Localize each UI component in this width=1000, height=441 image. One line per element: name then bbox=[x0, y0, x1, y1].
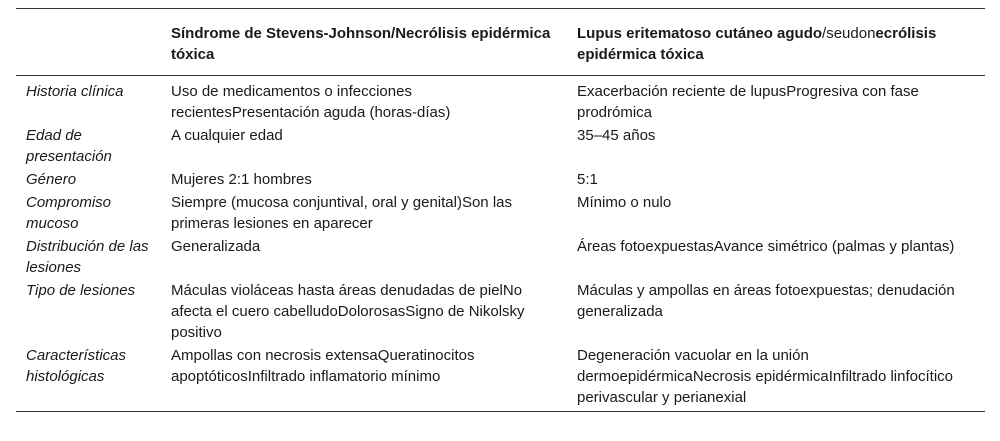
cell-sjs: Mujeres 2:1 hombres bbox=[171, 171, 312, 188]
header-lupus-normal: /seudon bbox=[822, 25, 876, 42]
cell-lupus: Máculas y ampollas en áreas fotoexpuestas; denudación generalizada bbox=[577, 282, 955, 320]
header-empty bbox=[16, 9, 161, 76]
table-row-tipo bbox=[16, 279, 985, 344]
header-lupus bbox=[567, 9, 985, 76]
cell-sjs: Ampollas con necrosis extensaQueratinocitos apoptóticosInfiltrado inflamatorio mínimo bbox=[171, 347, 475, 385]
table-row-edad bbox=[16, 124, 985, 168]
cell-sjs: Siempre (mucosa conjuntival, oral y genital)Son las primeras lesiones en aparecer bbox=[171, 194, 512, 232]
cell-lupus: 35–45 años bbox=[577, 127, 656, 144]
header-sjs-ten: Síndrome de Stevens-Johnson/Necrólisis epidérmica tóxica bbox=[171, 25, 551, 63]
table-row-distribucion bbox=[16, 235, 985, 279]
comparison-table-container bbox=[16, 8, 985, 412]
row-label: Historia clínica bbox=[26, 83, 124, 100]
row-label: Características histológicas bbox=[26, 347, 127, 385]
row-label: Edad de presentación bbox=[26, 127, 112, 165]
header-lupus-bold-2: ecrólisis epidérmica tóxica bbox=[577, 25, 937, 63]
cell-sjs: Máculas violáceas hasta áreas denudadas de pielNo afecta el cuero cabelludoDolorosasSigno de Nikolsky positivo bbox=[171, 282, 525, 341]
header-lupus-bold-1: Lupus eritematoso cutáneo agudo bbox=[577, 25, 823, 42]
table-row-genero bbox=[16, 168, 985, 191]
cell-sjs: Generalizada bbox=[171, 238, 261, 255]
row-label: Género bbox=[26, 171, 77, 188]
row-label: Tipo de lesiones bbox=[26, 282, 136, 299]
table-row-historia bbox=[16, 76, 985, 125]
cell-sjs: A cualquier edad bbox=[171, 127, 283, 144]
cell-lupus: 5:1 bbox=[577, 171, 598, 188]
cell-sjs: Uso de medicamentos o infecciones recientesPresentación aguda (horas-días) bbox=[171, 83, 451, 121]
table-header-row bbox=[16, 9, 985, 76]
table-row-histologia bbox=[16, 344, 985, 412]
table-row-mucoso bbox=[16, 191, 985, 235]
comparison-table bbox=[16, 8, 985, 412]
row-label: Distribución de las lesiones bbox=[26, 238, 149, 276]
cell-lupus: Áreas fotoexpuestasAvance simétrico (palmas y plantas) bbox=[577, 238, 955, 255]
row-label: Compromiso mucoso bbox=[26, 194, 112, 232]
cell-lupus: Degeneración vacuolar en la unión dermoepidérmicaNecrosis epidérmicaInfiltrado linfocítico perivascular y perianexial bbox=[577, 347, 953, 406]
cell-lupus: Mínimo o nulo bbox=[577, 194, 672, 211]
cell-lupus: Exacerbación reciente de lupusProgresiva con fase prodrómica bbox=[577, 83, 919, 121]
